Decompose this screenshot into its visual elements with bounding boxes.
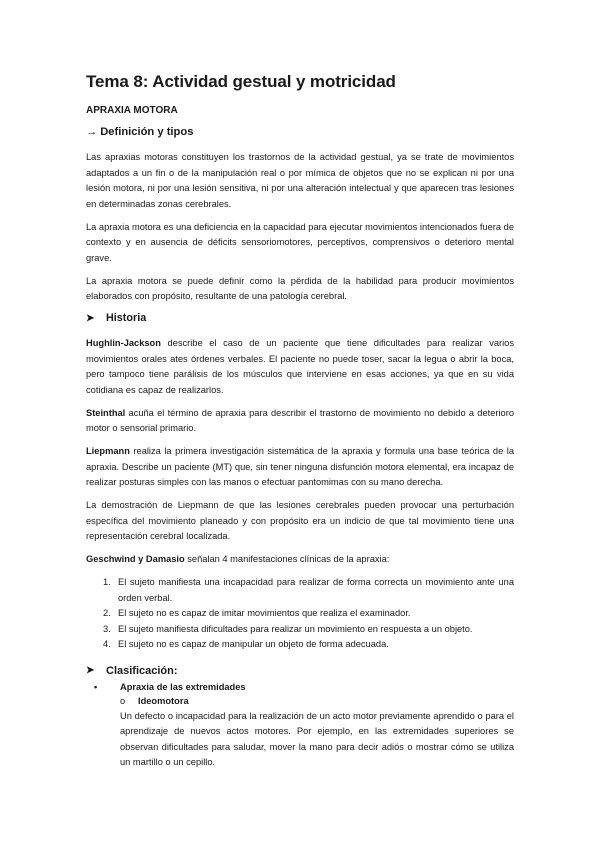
list-item-text: El sujeto no es capaz de imitar movimientos que realiza el examinador. [118, 608, 411, 618]
history-paragraph-5 [86, 552, 514, 568]
history-heading-label: Historia [106, 312, 147, 324]
history-paragraph-4: La demostración de Liepmann de que las lesiones cerebrales pueden provocar una perturbación específica del movimiento planeado y con propósito era un indicio de que tal movimiento tiene una representación cerebral localizada. [86, 500, 514, 541]
author-name: Liepmann [86, 446, 130, 456]
page-title: Tema 8: Actividad gestual y motricidad [86, 72, 396, 91]
paragraph-text: describe el caso de un paciente que tiene dificultades para realizar varios movimientos orales ates órdenes verbales. El paciente no puede toser, sacar la legua o abrir la boca, pero tampoco tiene parálisis de los músculos que interviene en esas acciones, ya que en su vida cotidiana es capaz de realizarlos. [86, 338, 514, 395]
history-paragraph-3 [86, 444, 514, 491]
list-item [86, 622, 514, 638]
list-number: 3. [103, 623, 111, 634]
definition-heading-label: Definición y tipos [100, 126, 194, 138]
author-name: Geschwind y Damasio [86, 554, 185, 564]
arrowhead-bullet-icon: ➤ [86, 312, 95, 324]
list-number: 4. [103, 639, 111, 649]
history-heading [86, 312, 514, 324]
section-title: APRAXIA MOTORA [86, 105, 178, 116]
definition-paragraph-2: La apraxia motora es una deficiencia en la capacidad para ejecutar movimientos intencionados fuera de contexto y en ausencia de déficits sensoriomotores, perceptivos, comprensivos o deterioro mental grave. [86, 221, 514, 263]
paragraph-text: acuña el término de apraxia para describir el trastorno de movimiento no debido a deterioro motor o sensorial primario. [86, 407, 514, 433]
document-page [86, 72, 514, 778]
bullet-dot-icon: • [94, 681, 98, 692]
list-item [86, 606, 514, 622]
list-item [86, 637, 514, 653]
list-item-text: El sujeto manifiesta una incapacidad para realizar de forma correcta un movimiento ante una orden verbal. [118, 577, 514, 603]
arrowhead-bullet-icon: ➤ [86, 665, 95, 676]
classification-heading [86, 665, 514, 677]
list-number: 1. [103, 577, 111, 587]
definition-heading [86, 126, 514, 138]
history-paragraph-2 [86, 406, 514, 437]
arrow-right-icon: → [86, 126, 98, 138]
classification-heading-label: Clasificación: [106, 664, 178, 677]
sub-bullet-item-text: Ideomotora [138, 695, 189, 706]
paragraph-text: realiza la primera investigación sistemática de la apraxia y formula una base teórica de la apraxia. Describe un paciente (MT) que, sin tener ninguna disfunción motora elemental, era incapaz de realizar posturas simples con las manos o efectuar pantomimas con su mano derecha. [86, 446, 514, 487]
hollow-bullet-icon: o [120, 695, 126, 706]
paragraph-text: señalan 4 manifestaciones clínicas de la apraxia: [184, 554, 390, 564]
list-item-text: El sujeto no es capaz de manipular un objeto de forma adecuada. [118, 639, 389, 649]
author-name: Steinthal [86, 407, 126, 418]
sub-bullet-item [86, 694, 514, 708]
history-paragraph-1 [86, 336, 514, 398]
ideomotora-description: Un defecto o incapacidad para la realización de un acto motor previamente aprendido o para el aprendizaje de nuevos actos motores. Por ejemplo, en las extremidades superiores se observan dificultades para saludar, mover la mano para decir adiós o mostrar cómo se utiliza un martillo o un cepillo. [120, 710, 514, 767]
bullet-item [86, 681, 514, 694]
list-item-text: El sujeto manifiesta dificultades para realizar un movimiento en respuesta a un objeto. [118, 623, 473, 634]
list-number: 2. [103, 608, 111, 618]
manifestations-list [86, 575, 514, 653]
bullet-item-text: Apraxia de las extremidades [120, 681, 246, 692]
author-name: Hughlin-Jackson [86, 338, 161, 348]
definition-paragraph-3: La apraxia motora se puede definir como la pérdida de la habilidad para producir movimientos elaborados con propósito, resultante de una patología cerebral. [86, 275, 514, 301]
definition-paragraph-1: Las apraxias motoras constituyen los trastornos de la actividad gestual, ya se trate de movimientos adaptados a un fin o de la manipulación real o por mímica de objetos que no se explican ni por una lesión motora, ni por una lesión sensitiva, ni por una alteración intelectual y que aparecen tras lesiones en determinadas zonas cerebrales. [86, 152, 514, 209]
list-item [86, 575, 514, 606]
